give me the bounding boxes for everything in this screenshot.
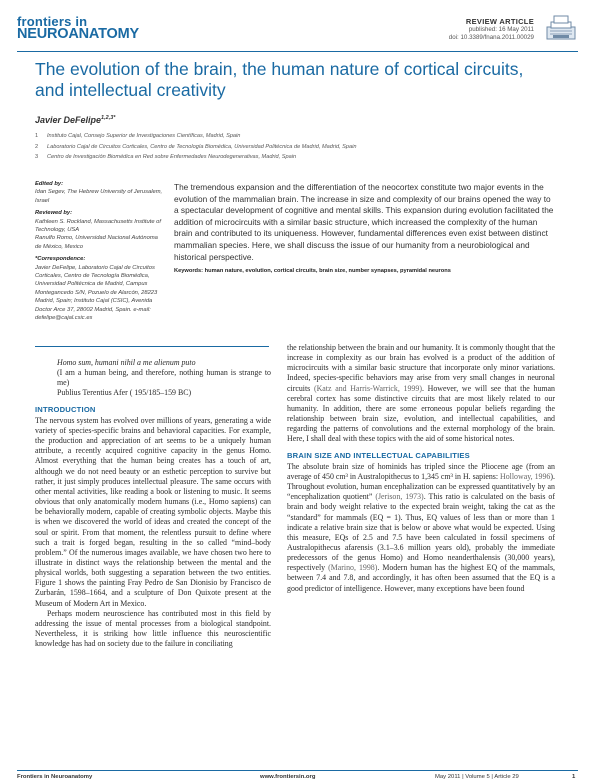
correspondence-label: *Correspondence: bbox=[35, 256, 86, 263]
edited-by: Idan Segev, The Hebrew University of Jerusalem, Israel bbox=[35, 189, 163, 204]
abstract: The tremendous expansion and the differentiation of the neocortex constitute two major events in the evolution of the mammalian brain. The increase in size and complexity of our brains opened the way to a spectacular development of cognitive and mental skills. This expansion during evolution facilitated the addition of microcircuits with a similar basic structure, which increased the complexity of the human brain and contributed to its uniqueness. However, fundamental differences even exist between distinct mammalian species. Here, we shall discuss the issue of our humanity from a neurobiological and historical perspective. bbox=[174, 182, 554, 262]
body-column-left bbox=[35, 358, 271, 649]
affiliation: 3 Centro de Investigación Biomédica en Red sobre Enfermedades Neurodegenerativas, Madrid, Spain bbox=[35, 154, 297, 160]
paragraph: Perhaps modern neuroscience has contributed most in this field by addressing the issue of mental processes from a biological standpoint. Nevertheless, it is striking how little influence this neuroscientific knowledge has had on society due to the failure in conciliating bbox=[35, 608, 271, 649]
journal-logo-line1: frontiers in bbox=[17, 14, 88, 29]
article-meta bbox=[449, 18, 534, 42]
edited-by-label: Edited by: bbox=[35, 181, 64, 187]
body-column-right bbox=[287, 343, 555, 594]
journal-logo-line2: NEUROANATOMY bbox=[17, 26, 139, 42]
citation-link[interactable]: Holloway, 1996 bbox=[500, 471, 551, 481]
correspondence: Javier DeFelipe, Laboratorio Cajal de Circuitos Corticales, Centro de Tecnología Biomédica, Universidad Politécnica de Madrid, Campus Montegancedo S/N, Pozuelo de Alarcón, 28223 Madrid, Spain; Instituto Cajal (CSIC), Avenida Doctor Arce 37, 28002 Madrid, Spain. e-mail: defelipe@cajal.csic.es bbox=[35, 264, 158, 322]
section-heading-introduction: INTRODUCTION bbox=[35, 404, 96, 414]
paragraph: The nervous system has evolved over millions of years, generating a wide variety of species-specific brains and behavioral capacities. For example, the production and appreciation of art seems to be a uniquely human attribute, a recently acquired cognitive capacity in the genus Homo. Almost everything that the human being creates has a touch of art, although we do not need beauty or an esthetic perception to survive but rather, it just simply produces intellectual pleasure. The same occurs with other mental activities, like reading a book or listening to music. It seems obvious that only anatomically modern humans (i.e., Homo sapiens) can be behaviorally modern, capable of creating symbolic objects. Maybe this is when we discovered the world of ideas and created the concept of the soul or spirit. From that moment, the relentless pursuit to define where such a trait is forged began, resulting in the so called “mind–body problem.” Of the numerous images available, we have chosen two here to illustrate in distinct ways the relationship between the mental and the physical worlds, both suggesting a separation between the two entities. Figure 1 shows the painting Fray Pedro de San Dionisio by Francisco de Zurbarán, 1598–1664, and a sculpture of Don Quixote present at the Museum of Modern Art in Mexico. bbox=[35, 415, 271, 608]
editorial-info bbox=[35, 180, 163, 323]
citation-link[interactable]: (Marino, 1998) bbox=[328, 563, 378, 573]
affiliations bbox=[35, 131, 356, 163]
reviewer: Kathleen S. Rockland, Massachusetts Institute of Technology, USA bbox=[35, 218, 161, 234]
keywords-text: human nature, evolution, cortical circuits, brain size, number synapses, pyramidal neurons bbox=[204, 268, 451, 274]
reviewer: Ranulfo Romo, Universidad Nacional Autónoma de México, Mexico bbox=[35, 235, 158, 250]
epigraph-latin: Homo sum, humani nihil a me alienum puto bbox=[57, 358, 196, 367]
epigraph-translation: (I am a human being, and therefore, nothing human is strange to me) bbox=[57, 368, 271, 388]
footer-url[interactable]: www.frontiersin.org bbox=[260, 774, 316, 780]
article-type: REVIEW ARTICLE bbox=[465, 17, 534, 26]
affiliation: 1 Instituto Cajal, Consejo Superior de Investigaciones Científicas, Madrid, Spain bbox=[35, 133, 241, 139]
page-number: 1 bbox=[572, 774, 576, 780]
article-title: The evolution of the brain, the human nature of cortical circuits, and intellectual creativity bbox=[35, 59, 524, 100]
affiliation: 2 Laboratorio Cajal de Circuitos Corticales, Centro de Tecnología Biomédica, Universidad Politécnica de Madrid, Madrid, Spain bbox=[35, 143, 357, 150]
published-date: published: 16 May 2011 bbox=[468, 26, 534, 33]
header-rule bbox=[17, 51, 578, 52]
open-access-archive-icon bbox=[544, 13, 578, 43]
section-rule bbox=[35, 346, 269, 347]
epigraph-source: Publius Terentius Afer ( 195/185–159 BC) bbox=[57, 388, 192, 398]
keywords-label: Keywords: bbox=[174, 268, 204, 274]
author-line bbox=[35, 115, 115, 125]
section-heading-brain-size: BRAIN SIZE AND INTELLECTUAL CAPABILITIES bbox=[287, 450, 470, 460]
footer-journal: Frontiers in Neuroanatomy bbox=[17, 774, 93, 780]
citation-link[interactable]: (Katz and Harris-Warrick, 1999) bbox=[313, 383, 422, 393]
author-name: Javier DeFelipe bbox=[35, 115, 102, 125]
reviewed-by-label: Reviewed by: bbox=[35, 210, 73, 217]
paragraph: The absolute brain size of hominids has tripled since the Pliocene age (from an average of 450 cm³ in Australopithecus to 1,345 cm³ in H. sapiens: Holloway, 1996). Throughout evolution, human encephalization can be expressed quantitatively by an “encephalization quotient” (Jerison, 1973). This ratio is calculated on the basis of brain and body weight relative to the expected brain weight, taking the cat as the “standard” for mammals (EQ = 1). Thus, EQ values of less than or more than 1 indicate a relative brain size that is below or above what would be expected. Using this measure, EQs of 2.5 and 7.5 have been calculated in fossil specimens of Australopithecus afarensis (3.1–3.6 million years old), probably the immediate predecessors of the genus Homo) and Homo neanderthalensis (30,000 years), respectively (Marino, 1998). Modern human has the highest EQ of the mammals, between 7.4 and 7.8, and accordingly, it has often been assumed that the EQ is a good predictor of intelligence. However, many exceptions have been found bbox=[287, 461, 555, 593]
epigraph bbox=[35, 358, 271, 399]
doi: doi: 10.3389/fnana.2011.00029 bbox=[448, 34, 534, 41]
paragraph: the relationship between the brain and our humanity. It is commonly thought that the increase in complexity as our brain has evolved is a product of the addition of microcircuits with a similar basic structure that incorporate only minor variations. Indeed, species-specific behaviors may arise from very small changes in neuronal circuits (Katz and Harris-Warrick, 1999). However, we will see that the human cerebral cortex has some distinctive circuits that are most likely related to our humanity. In addition, there are some erroneous popular beliefs regarding the relationship between brain size, evolution, and intellectual capabilities, and regarding the patterns of convolutions and the external morphology of the brain. Here, I shall deal with these topics with the aid of some historical notes. bbox=[287, 343, 555, 444]
citation-link[interactable]: (Jerison, 1973) bbox=[375, 492, 424, 502]
footer-rule bbox=[17, 770, 578, 771]
keywords bbox=[174, 268, 554, 274]
footer-issue: May 2011 | Volume 5 | Article 29 bbox=[435, 774, 519, 780]
author-affiliation-numbers: 1,2,3* bbox=[101, 115, 116, 121]
